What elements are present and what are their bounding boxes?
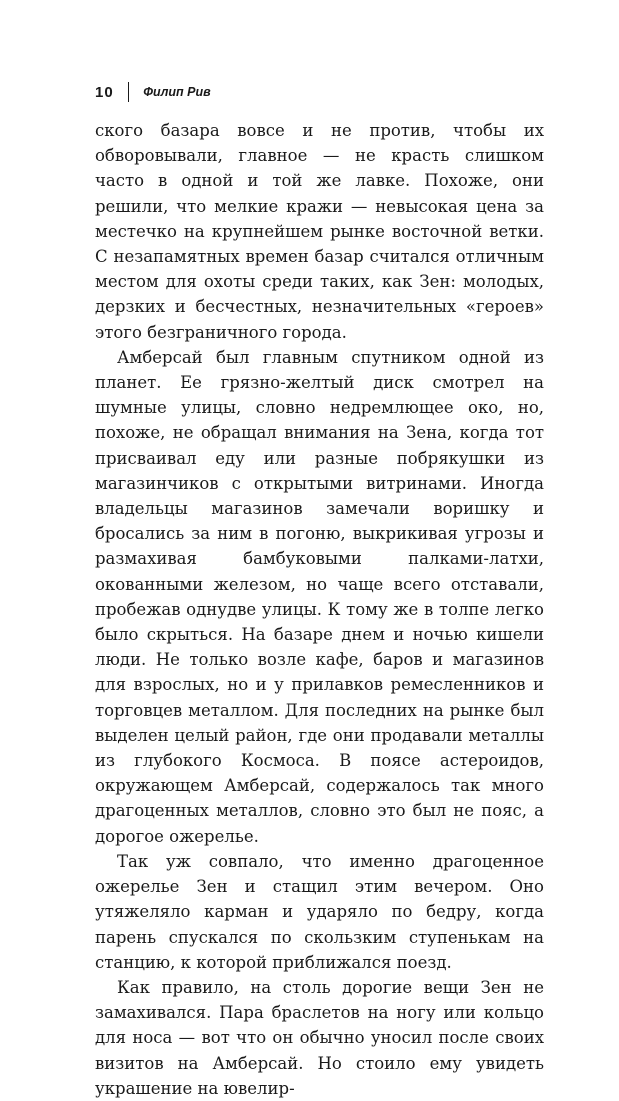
page-header xyxy=(95,80,211,104)
paragraph: ского базара вовсе и не против, чтобы их обворовывали, главное — не красть слишком часто в одной и той же лавке. Похоже, они решили, что мелкие кражи — невысокая цена за местечко на крупнейшем рынке восточной ветки. С незапамятных времен базар считался отличным местом для охоты среди таких, как Зен: молодых, дерзких и бесчестных, незначительных «героев» этого безграничного города. xyxy=(95,121,544,342)
header-divider xyxy=(128,82,130,102)
page-number: 10 xyxy=(95,83,114,101)
book-text xyxy=(95,118,544,1101)
paragraph: Как правило, на столь дорогие вещи Зен не замахивался. Пара браслетов на ногу или кольцо для носа — вот что он обычно уносил после своих визитов на Амберсай. Но стоило ему увидеть украшение на ювелир- xyxy=(95,977,544,1098)
paragraph: Так уж совпало, что именно драгоценное ожерелье Зен и стащил этим вечером. Оно утяжеляло карман и ударяло по бедру, когда парень спускался по скользким ступенькам на станцию, к которой приближался поезд. xyxy=(95,851,544,972)
running-title: Филип Рив xyxy=(143,85,211,99)
paragraph: Амберсай был главным спутником одной из планет. Ее грязно-желтый диск смотрел на шумные улицы, словно недремлющее око, но, похоже, не обращал внимания на Зена, когда тот присваивал еду или разные побрякушки из магазинчиков с открытыми витринами. Иногда владельцы магазинов замечали воришку и бросались за ним в погоню, выкрикивая угрозы и размахивая бамбуковыми палками-латхи, окованными железом, но чаще всего отставали, пробежав однудве улицы. К тому же в толпе легко было скрыться. На базаре днем и ночью кишели люди. Не только возле кафе, баров и магазинов для взрослых, но и у прилавков ремесленников и торговцев металлом. Для последних на рынке был выделен целый район, где они продавали металлы из глубокого Космоса. В поясе астероидов, окружающем Амберсай, содержалось так много драгоценных металлов, словно это был не пояс, а дорогое ожерелье. xyxy=(95,347,544,846)
